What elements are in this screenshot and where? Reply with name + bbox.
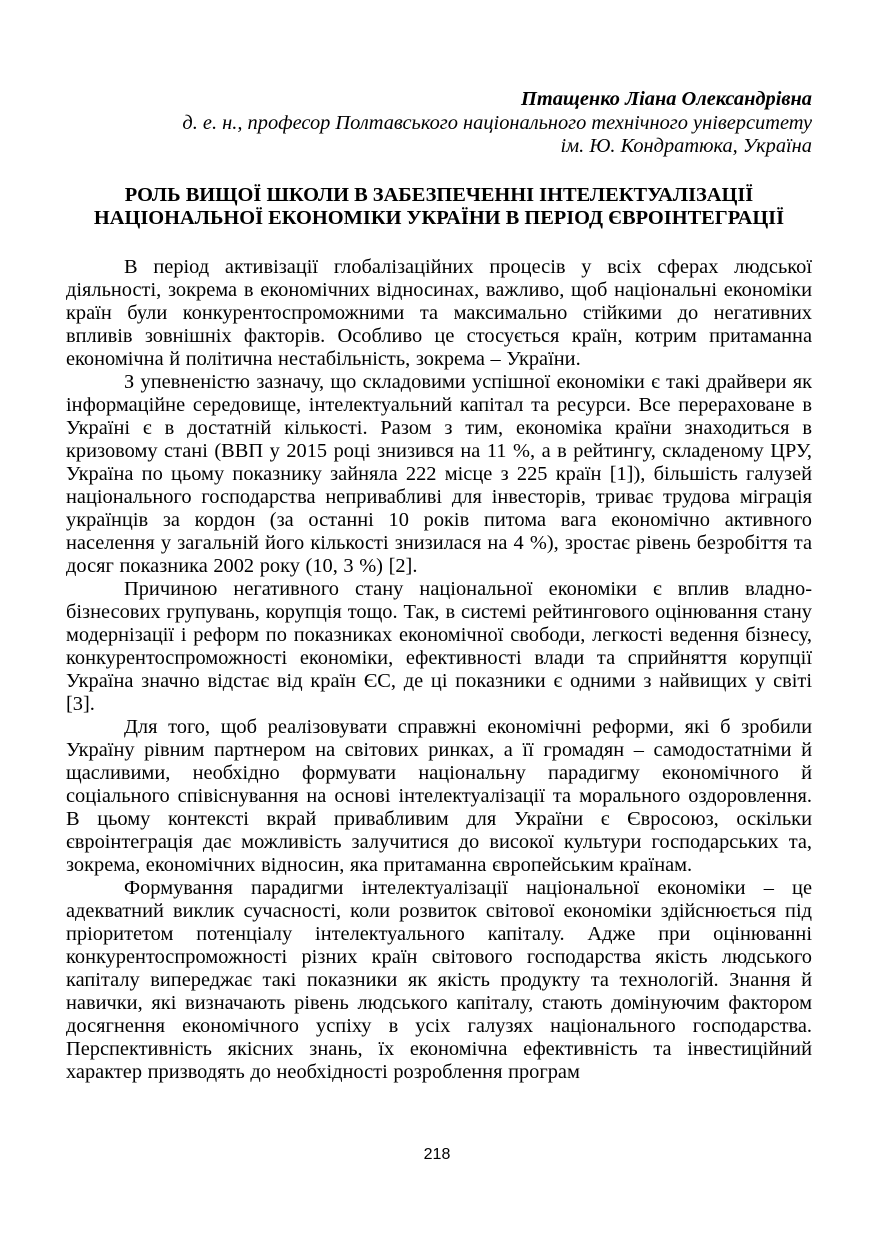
affiliation-line-2: ім. Ю. Кондратюка, Україна xyxy=(560,135,812,157)
article-body xyxy=(66,256,812,1084)
body-paragraph-1: В період активізації глобалізаційних процесів у всіх сферах людської діяльності, зокрема в економічних відносинах, важливо, щоб національні економіки країн були конкурентоспроможними та максимально стійкими до негативних впливів зовнішніх факторів. Особливо це стосується країн, котрим притаманна економічна й політична нестабільність, зокрема – України. xyxy=(66,255,812,370)
page-content xyxy=(66,88,812,1084)
affiliation-line-1: д. е. н., професор Полтавського національного технічного університету xyxy=(182,111,812,134)
author-name: Птащенко Ліана Олександрівна xyxy=(520,88,812,110)
paper-title: РОЛЬ ВИЩОЇ ШКОЛИ В ЗАБЕЗПЕЧЕННІ ІНТЕЛЕКТУАЛІЗАЦІЇ НАЦІОНАЛЬНОЇ ЕКОНОМІКИ УКРАЇНИ В ПЕРІОД ЄВРОІНТЕГРАЦІЇ xyxy=(93,183,785,229)
body-paragraph-2: З упевненістю зазначу, що складовими успішної економіки є такі драйвери як інформаційне середовище, інтелектуальний капітал та ресурси. Все перераховане в Україні є в достатній кількості. Разом з тим, економіка країни знаходиться в кризовому стані (ВВП у 2015 році знизився на 11 %, а в рейтингу, складеному ЦРУ, Україна по цьому показнику зайняла 222 місце з 225 країн [1]), більшість галузей національного господарства непривабливі для інвесторів, триває трудова міграція українців за кордон (за останні 10 років питома вага економічно активного населення у загальній його кількості знизилася на 4 %), зростає рівень безробіття та досяг показника 2002 року (10, 3 %) [2]. xyxy=(66,370,812,577)
author-block xyxy=(66,88,812,159)
body-paragraph-5: Формування парадигми інтелектуалізації національної економіки – це адекватний виклик сучасності, коли розвиток світової економіки здійснюється під пріоритетом потенціалу інтелектуального капіталу. Адже при оцінюванні конкурентоспроможності різних країн світового господарства якість людського капіталу випереджає такі показники як якість продукту та технологій. Знання й навички, які визначають рівень людського капіталу, стають домінуючим фактором досягнення економічного успіху в усіх галузях національного господарства. Перспективність якісних знань, їх економічна ефективність та інвестиційний характер призводять до необхідності розроблення програм xyxy=(66,876,812,1083)
page-number: 218 xyxy=(423,1146,451,1163)
body-paragraph-4: Для того, щоб реалізовувати справжні економічні реформи, які б зробили Україну рівним партнером на світових ринках, а її громадян – самодостатніми й щасливими, необхідно формувати національну парадигму економічного й соціального співіснування на основі інтелектуалізації та морального оздоровлення. В цьому контексті вкрай привабливим для України є Євросоюз, оскільки євроінтеграція дає можливість залучитися до високої культури господарських та, зокрема, економічних відносин, яка притаманна європейським країнам. xyxy=(66,715,812,876)
body-paragraph-3: Причиною негативного стану національної економіки є вплив владно-бізнесових групувань, корупція тощо. Так, в системі рейтингового оцінювання стану модернізації і реформ по показниках економічної свободи, легкості ведення бізнесу, конкурентоспроможності економіки, ефективності влади та сприйняття корупції Україна значно відстає від країн ЄС, де ці показники є одними з найвищих у світі [3]. xyxy=(66,577,812,715)
